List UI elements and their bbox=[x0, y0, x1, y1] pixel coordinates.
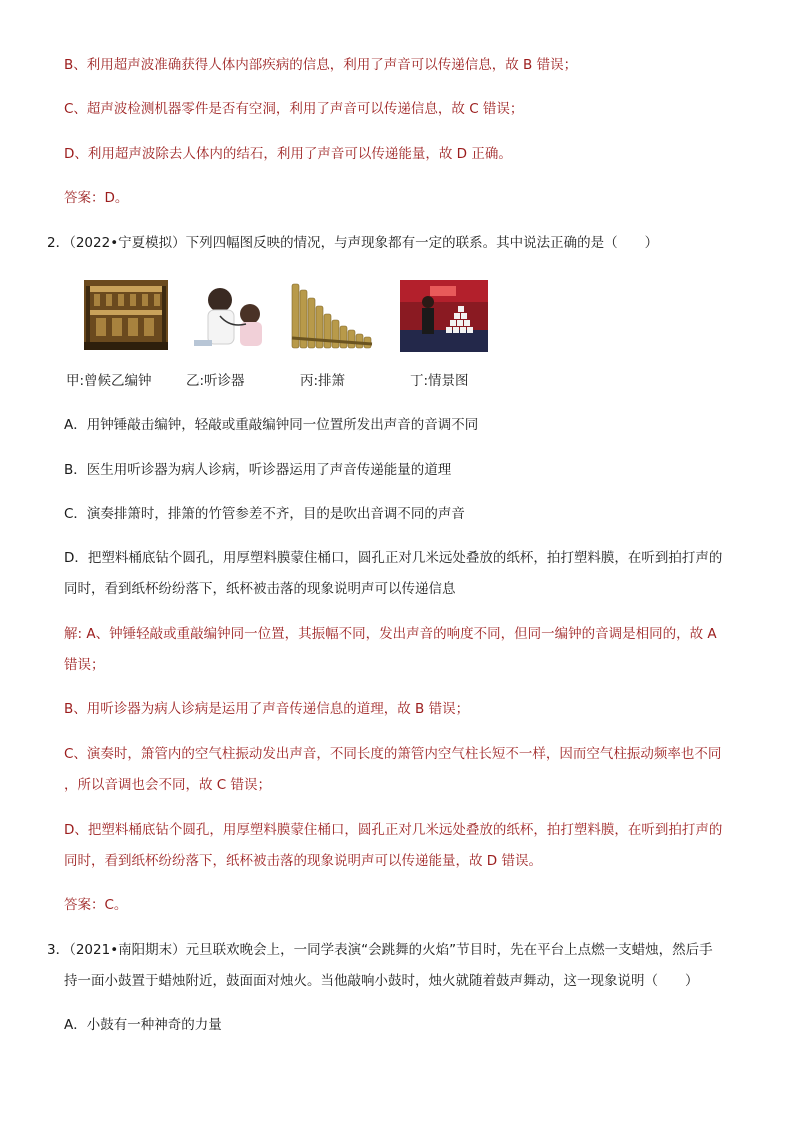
solution-line-c: C、超声波检测机器零件是否有空洞，利用了声音可以传递信息，故 C 错误； bbox=[64, 101, 524, 117]
solution-a-line-1: 解: A、钟锤轻敲或重敲编钟同一位置，其振幅不同，发出声音的响度不同，但同一编钟的音调是相同的，故 A bbox=[64, 626, 717, 642]
panpipe-image bbox=[290, 282, 380, 352]
option-a: A．用钟锤敲击编钟，轻敲或重敲编钟同一位置所发出声音的音调不同 bbox=[64, 417, 479, 433]
answer-line: 答案：C。 bbox=[64, 897, 128, 913]
question-3-stem-line-1: 3．（2021•南阳期末）元旦联欢晚会上，一同学表演“会跳舞的火焰”节目时，先在平台上点燃一支蜡烛，然后手 bbox=[47, 942, 713, 958]
caption-yi: 乙:听诊器 bbox=[186, 373, 245, 389]
caption-jia: 甲:曾候乙编钟 bbox=[66, 373, 152, 389]
solution-a-line-2: 错误； bbox=[64, 657, 105, 673]
solution-c-line-1: C、演奏时，箫管内的空气柱振动发出声音，不同长度的箫管内空气柱长短不一样，因而空气柱振动频率也不同 bbox=[64, 746, 722, 762]
option-c: C．演奏排箫时，排箫的竹管参差不齐，目的是吹出音调不同的声音 bbox=[64, 506, 465, 522]
stethoscope-image bbox=[190, 280, 276, 350]
question-3-stem-line-2: 持一面小鼓置于蜡烛附近，鼓面面对烛火。当他敲响小鼓时，烛火就随着鼓声舞动，这一现象说明（ ） bbox=[64, 973, 699, 989]
solution-c-line-2: ，所以音调也会不同，故 C 错误； bbox=[64, 777, 272, 793]
solution-d-line-2: 同时，看到纸杯纷纷落下，纸杯被击落的现象说明声可以传递能量，故 D 错误。 bbox=[64, 853, 542, 869]
solution-b: B、用听诊器为病人诊病是运用了声音传递信息的道理，故 B 错误； bbox=[64, 701, 470, 717]
answer-line: 答案：D。 bbox=[64, 190, 129, 206]
question-2-stem: 2．（2022•宁夏模拟）下列四幅图反映的情况，与声现象都有一定的联系。其中说法正确的是（ ） bbox=[47, 235, 659, 251]
bianzhong-image bbox=[84, 280, 168, 350]
scene-image bbox=[400, 280, 488, 352]
option-d-line-2: 同时，看到纸杯纷纷落下，纸杯被击落的现象说明声可以传递信息 bbox=[64, 581, 456, 597]
caption-ding: 丁:情景图 bbox=[410, 373, 469, 389]
caption-bing: 丙:排箫 bbox=[300, 373, 346, 389]
option-d-line-1: D．把塑料桶底钻个圆孔，用厚塑料膜蒙住桶口，圆孔正对几米远处叠放的纸杯，拍打塑料膜，在听到拍打声的 bbox=[64, 550, 723, 566]
solution-line-d: D、利用超声波除去人体内的结石，利用了声音可以传递能量，故 D 正确。 bbox=[64, 146, 512, 162]
solution-d-line-1: D、把塑料桶底钻个圆孔，用厚塑料膜蒙住桶口，圆孔正对几米远处叠放的纸杯，拍打塑料膜，在听到拍打声的 bbox=[64, 822, 723, 838]
option-b: B．医生用听诊器为病人诊病，听诊器运用了声音传递能量的道理 bbox=[64, 462, 452, 478]
question-3-option-a: A．小鼓有一种神奇的力量 bbox=[64, 1017, 222, 1033]
solution-line-b: B、利用超声波准确获得人体内部疾病的信息，利用了声音可以传递信息，故 B 错误； bbox=[64, 57, 578, 73]
